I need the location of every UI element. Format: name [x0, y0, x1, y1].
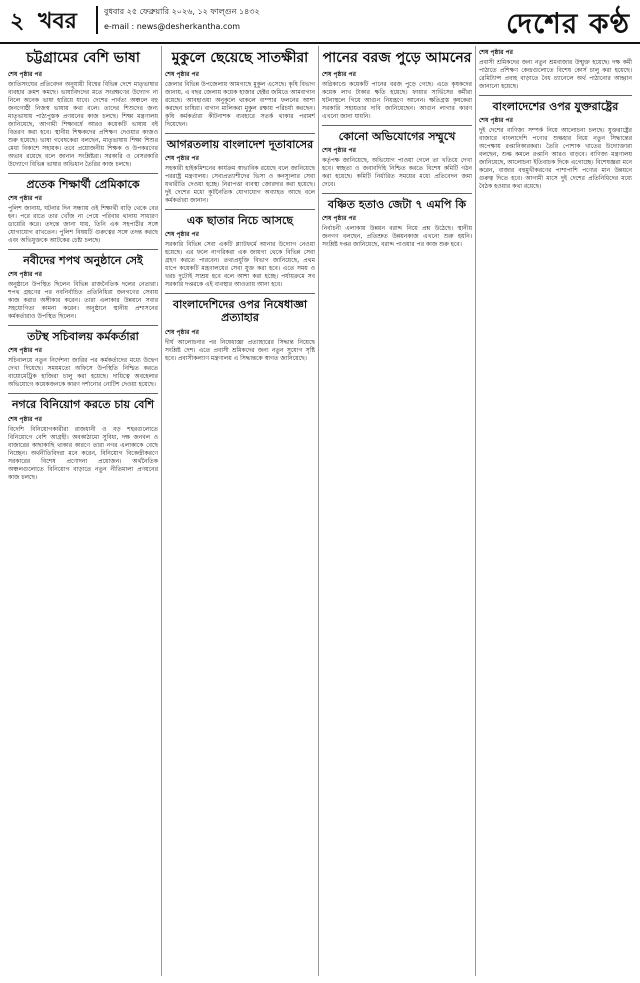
- article-headline[interactable]: মুকুলে ছেয়েছে সাতক্ষীরা: [171, 50, 309, 66]
- article-rule: [165, 133, 315, 134]
- article-paragraph: দীর্ঘ আলোচনার পর নিষেধাজ্ঞা প্রত্যাহারের সিদ্ধান্ত নিয়েছে সংশ্লিষ্ট দেশ। এতে প্রবাসী শ্রমিকদের জন্য নতুন সুযোগ সৃষ্টি হবে। প্রবাসীকল্যাণ মন্ত্রণালয় এ সিদ্ধান্তকে স্বাগত জানিয়েছে।: [165, 338, 315, 362]
- article-rule: [8, 393, 158, 394]
- article-body: [322, 81, 472, 121]
- article-headline[interactable]: বাংলাদেশিদের ওপর নিষেধাজ্ঞা প্রত্যাহার: [172, 298, 308, 325]
- continued-label: শেষ পৃষ্ঠার পর: [165, 154, 199, 162]
- article-body: [165, 241, 315, 289]
- column-divider: [318, 46, 319, 976]
- continued-label: শেষ পৃষ্ঠার পর: [479, 117, 513, 125]
- article-headline[interactable]: কোনো অভিযোগের সম্মুখে: [338, 129, 456, 143]
- article-paragraph: পুলিশ জানায়, ঘটনার দিন সন্ধ্যায় ওই শিক্ষার্থী বাড়ি থেকে বের হন। পরে রাতে তার খোঁজ না পেয়ে পরিবার থানায় সাধারণ ডায়েরি করে। তদন্তে জানা যায়, তিনি এক সহপাঠীর সঙ্গে যোগাযোগ রাখতেন। পুলিশ বিষয়টি গুরুত্বের সঙ্গে তদন্ত করছে এবং অভিযুক্তকে আটকের চেষ্টা চলছে।: [8, 204, 158, 244]
- article-rule: [322, 193, 472, 194]
- continued-label: শেষ পৃষ্ঠার পর: [165, 328, 199, 336]
- article-body: [8, 81, 158, 169]
- continued-label: শেষ পৃষ্ঠার পর: [479, 49, 513, 56]
- article: [8, 325, 158, 389]
- continued-label: শেষ পৃষ্ঠার পর: [322, 70, 356, 78]
- article-paragraph: নির্বাচনী এলাকায় উন্নয়ন বরাদ্দ নিয়ে প্রশ্ন উঠেছে। স্থানীয় জনগণ বলছেন, প্রতিশ্রুত উন্নয়নকাজ এখনো শুরু হয়নি। সংশ্লিষ্ট দপ্তর জানিয়েছে, বরাদ্দ পাওয়ার পর কাজ শুরু হবে।: [322, 225, 472, 249]
- article-paragraph: জাতিসংঘের প্রতিবেদন অনুযায়ী বিশ্বের বিভিন্ন দেশে মাতৃভাষার ব্যবহার ক্রমশ কমছে। ভাষাবিদদের মতে সংরক্ষণের উদ্যোগ না নিলে অনেক ভাষা হারিয়ে যাবে। দেশের পার্বত্য অঞ্চলে বহু জনগোষ্ঠী নিজস্ব ভাষায় কথা বলে। তাদের শিশুদের জন্য মাতৃভাষায় পাঠ্যপুস্তক প্রণয়নের কাজ চলছে। শিক্ষা মন্ত্রণালয় জানিয়েছে, আগামী শিক্ষাবর্ষে আরও কয়েকটি ভাষায় বই বিতরণ করা হবে। স্থানীয় শিক্ষকদের প্রশিক্ষণ দেওয়ার কাজও শুরু হয়েছে। ভাষা গবেষকেরা বলছেন, মাতৃভাষায় শিক্ষা শিশুর মেধা বিকাশে সহায়ক। তবে প্রয়োজনীয় শিক্ষক ও উপকরণের অভাব রয়েছে বলে জানান সংশ্লিষ্টরা। সরকারি ও বেসরকারি উদ্যোগে বিভিন্ন ভাষার অভিধান তৈরির কাজ চলছে।: [8, 80, 158, 168]
- article-paragraph: জেলার বিভিন্ন উপজেলায় আমগাছে মুকুল এসেছে। কৃষি বিভাগ জানায়, এ বছর জেলায় কয়েক হাজার হেক্টর জমিতে আমবাগান রয়েছে। আবহাওয়া অনুকূলে থাকলে বাম্পার ফলনের আশা করছেন চাষিরা। বাগান মালিকরা মুকুল রক্ষায় পরিচর্যা করছেন। কৃষি কর্মকর্তারা কীটনাশক ব্যবহারে সতর্ক থাকার পরামর্শ দিয়েছেন।: [165, 80, 315, 128]
- page-number: ২: [10, 9, 25, 34]
- article-paragraph: বিদেশি বিনিয়োগকারীরা রাজধানী ও বড় শহরগুলোতে বিনিয়োগে বেশি আগ্রহী। অবকাঠামো সুবিধা, দক্ষ জনবল ও বাজারের কাছাকাছি থাকার কারণে তারা নগর এলাকাকে বেছে নিচ্ছেন। অর্থনীতিবিদরা মনে করেন, বিনিয়োগ বিকেন্দ্রীকরণে সরকারের বিশেষ প্রণোদনা প্রয়োজন। অর্থনৈতিক অঞ্চলগুলোতে বিনিয়োগ বাড়াতে নতুন নীতিমালা প্রণয়নের কাজ চলছে।: [8, 425, 158, 481]
- article-headline[interactable]: প্রতেক শিক্ষার্থী প্রেমিকাকে: [26, 177, 140, 191]
- article: [479, 95, 632, 191]
- article-body: [479, 59, 632, 91]
- article-body: [479, 127, 632, 191]
- continued-label: শেষ পৃষ্ঠার পর: [322, 146, 356, 154]
- article-body: [8, 426, 158, 482]
- article: [165, 50, 315, 129]
- article-rule: [8, 325, 158, 326]
- article-rule: [322, 125, 472, 126]
- article-rule: [8, 173, 158, 174]
- article-paragraph: সচিবালয়ে নতুন নির্দেশনা জারির পর কর্মকর্তাদের মধ্যে উদ্বেগ দেখা দিয়েছে। সময়মতো অফিসে উপস্থিতি নিশ্চিত করতে বায়োমেট্রিক হাজিরা চালু করা হয়েছে। দায়িত্বে অবহেলার অভিযোগে কয়েকজনকে কারণ দর্শানোর নোটিশ দেওয়া হয়েছে।: [8, 357, 158, 389]
- article-paragraph: কর্তৃপক্ষ জানিয়েছে, অভিযোগ পাওয়া গেলে তা খতিয়ে দেখা হবে। স্বচ্ছতা ও জবাবদিহি নিশ্চিত করতে বিশেষ কমিটি গঠন করা হয়েছে। কমিটি নির্ধারিত সময়ের মধ্যে প্রতিবেদন জমা দেবে।: [322, 156, 472, 188]
- article-body: [165, 339, 315, 363]
- dateline: বুধবার ২৫ ফেব্রুয়ারি ২০২৬, ১২ ফাল্গুন ১৪৩২: [104, 7, 260, 16]
- article-body: [322, 157, 472, 189]
- article-rule: [165, 293, 315, 294]
- column-divider: [161, 46, 162, 976]
- article-headline[interactable]: আগরতলায় বাংলাদেশ দূতাবাসের: [166, 137, 314, 151]
- article: [8, 173, 158, 245]
- article-body: [8, 205, 158, 245]
- article-headline[interactable]: তটস্থ সচিবালয় কর্মকর্তারা: [27, 330, 139, 344]
- article-rule: [165, 209, 315, 210]
- article: [8, 50, 158, 169]
- continued-label: শেষ পৃষ্ঠার পর: [8, 347, 42, 355]
- article-headline[interactable]: বঞ্চিত হতাও জেটা ৭ এমপি কি: [327, 197, 467, 211]
- article-paragraph: সহকারী হাইকমিশনের কার্যক্রম স্বাভাবিক রয়েছে বলে জানিয়েছে পররাষ্ট্র মন্ত্রণালয়। সেবাপ্রত্যাশীদের ভিসা ও কনস্যুলার সেবা যথারীতি দেওয়া হচ্ছে। নিরাপত্তা ব্যবস্থা জোরদার করা হয়েছে। দুই দেশের মধ্যে কূটনৈতিক যোগাযোগ অব্যাহত আছে বলে কর্মকর্তারা জানান।: [165, 164, 315, 204]
- article: [165, 209, 315, 289]
- article-rule: [479, 95, 632, 96]
- article-body: [8, 357, 158, 389]
- article: [8, 393, 158, 481]
- article: [322, 50, 472, 121]
- article-rule: [8, 249, 158, 250]
- email-link[interactable]: e-mail : news@desherkantha.com: [104, 22, 241, 31]
- continued-label: শেষ পৃষ্ঠার পর: [8, 70, 42, 78]
- article-paragraph: সরকারি বিভিন্ন সেবা একটি প্ল্যাটফর্মে আনার উদ্যোগ নেওয়া হয়েছে। এর ফলে নাগরিকরা এক জায়গা থেকে বিভিন্ন সেবা গ্রহণ করতে পারবেন। তথ্যপ্রযুক্তি বিভাগ জানিয়েছে, প্রথম ধাপে কয়েকটি মন্ত্রণালয়ের সেবা যুক্ত করা হবে। এতে সময় ও খরচ দুটোই সাশ্রয় হবে বলে আশা করা হচ্ছে। পর্যায়ক্রমে সব সরকারি দপ্তরকে এই ব্যবস্থার আওতায় আনা হবে।: [165, 241, 315, 289]
- article-paragraph: অনুষ্ঠানে উপস্থিত ছিলেন বিভিন্ন রাজনৈতিক দলের নেতারা। শপথ গ্রহণের পর নবনির্বাচিত প্রতিনিধিরা জনগণের সেবায় কাজ করার অঙ্গীকার করেন। তারা এলাকার উন্নয়নে সবার সহযোগিতা কামনা করেন। অনুষ্ঠানে স্থানীয় প্রশাসনের কর্মকর্তারাও উপস্থিত ছিলেন।: [8, 281, 158, 321]
- column-4: [479, 46, 632, 976]
- continued-label: শেষ পৃষ্ঠার পর: [8, 271, 42, 279]
- continued-label: শেষ পৃষ্ঠার পর: [8, 415, 42, 423]
- continued-label: শেষ পৃষ্ঠার পর: [8, 194, 42, 202]
- article-headline[interactable]: এক ছাতার নিচে আসছে: [186, 213, 294, 227]
- masthead: [0, 0, 640, 44]
- article-headline[interactable]: পানের বরজ পুড়ে আমনের: [322, 50, 472, 66]
- article-paragraph: দুই দেশের বাণিজ্য সম্পর্ক নিয়ে আলোচনা চলছে। যুক্তরাষ্ট্রের বাজারে বাংলাদেশি পণ্যের শুল্কহার নিয়ে নতুন সিদ্ধান্তের অপেক্ষায় রপ্তানিকারকরা। তৈরি পোশাক খাতের উদ্যোক্তারা বলছেন, শুল্ক কমলে রপ্তানি আরও বাড়বে। বাণিজ্য মন্ত্রণালয় জানিয়েছে, আলোচনা ইতিবাচক দিকে এগোচ্ছে। বিশেষজ্ঞরা মনে করেন, বাজার বহুমুখীকরণের পাশাপাশি পণ্যের মান উন্নয়নে গুরুত্ব দিতে হবে। আগামী মাসে দুই দেশের প্রতিনিধিদের মধ্যে বৈঠক হওয়ার কথা রয়েছে।: [479, 127, 632, 191]
- column-1: [8, 46, 158, 976]
- article-body: [8, 281, 158, 321]
- article-paragraph: প্রবাসী শ্রমিকদের জন্য নতুন শ্রমবাজার উন্মুক্ত হয়েছে। দক্ষ কর্মী পাঠাতে প্রশিক্ষণ কেন্দ্রগুলোতে বিশেষ কোর্স চালু করা হয়েছে। রেমিট্যান্স প্রবাহ বাড়াতে বৈধ চ্যানেলে অর্থ পাঠানোর আহ্বান জানানো হয়েছে।: [479, 59, 632, 90]
- column-2: [165, 46, 315, 976]
- article-paragraph: অগ্নিকাণ্ডে কয়েকটি পানের বরজ পুড়ে গেছে। এতে কৃষকদের কয়েক লাখ টাকার ক্ষতি হয়েছে। ফায়ার সার্ভিসের কর্মীরা ঘটনাস্থলে গিয়ে আগুন নিয়ন্ত্রণে আনেন। ক্ষতিগ্রস্ত কৃষকেরা সরকারি সহায়তার দাবি জানিয়েছেন। আগুন লাগার কারণ এখনো জানা যায়নি।: [322, 80, 472, 120]
- continued-label: শেষ পৃষ্ঠার পর: [165, 231, 199, 239]
- article-body: [322, 225, 472, 249]
- article-body: [165, 165, 315, 205]
- article-headline[interactable]: নবীদের শপথ অনুষ্ঠানে সেই: [23, 253, 143, 267]
- article: [165, 293, 315, 362]
- article-headline[interactable]: নগরে বিনিয়োগ করতে চায় বেশি: [11, 398, 155, 412]
- article-body: [165, 81, 315, 129]
- article: [165, 133, 315, 205]
- newspaper-logo: দেশের কণ্ঠ: [505, 7, 630, 40]
- article: [322, 125, 472, 189]
- section-title: খবর: [38, 9, 77, 34]
- article: [322, 193, 472, 249]
- continued-label: শেষ পৃষ্ঠার পর: [322, 215, 356, 223]
- article: [479, 47, 632, 91]
- masthead-divider: [96, 6, 98, 34]
- article-headline[interactable]: বাংলাদেশের ওপর যুক্তরাষ্ট্রের: [492, 100, 619, 113]
- column-3: [322, 46, 472, 976]
- column-divider: [475, 46, 476, 976]
- article-headline[interactable]: চট্টগ্রামের বেশি ভাষা: [26, 50, 140, 66]
- continued-label: শেষ পৃষ্ঠার পর: [165, 70, 199, 78]
- article: [8, 249, 158, 321]
